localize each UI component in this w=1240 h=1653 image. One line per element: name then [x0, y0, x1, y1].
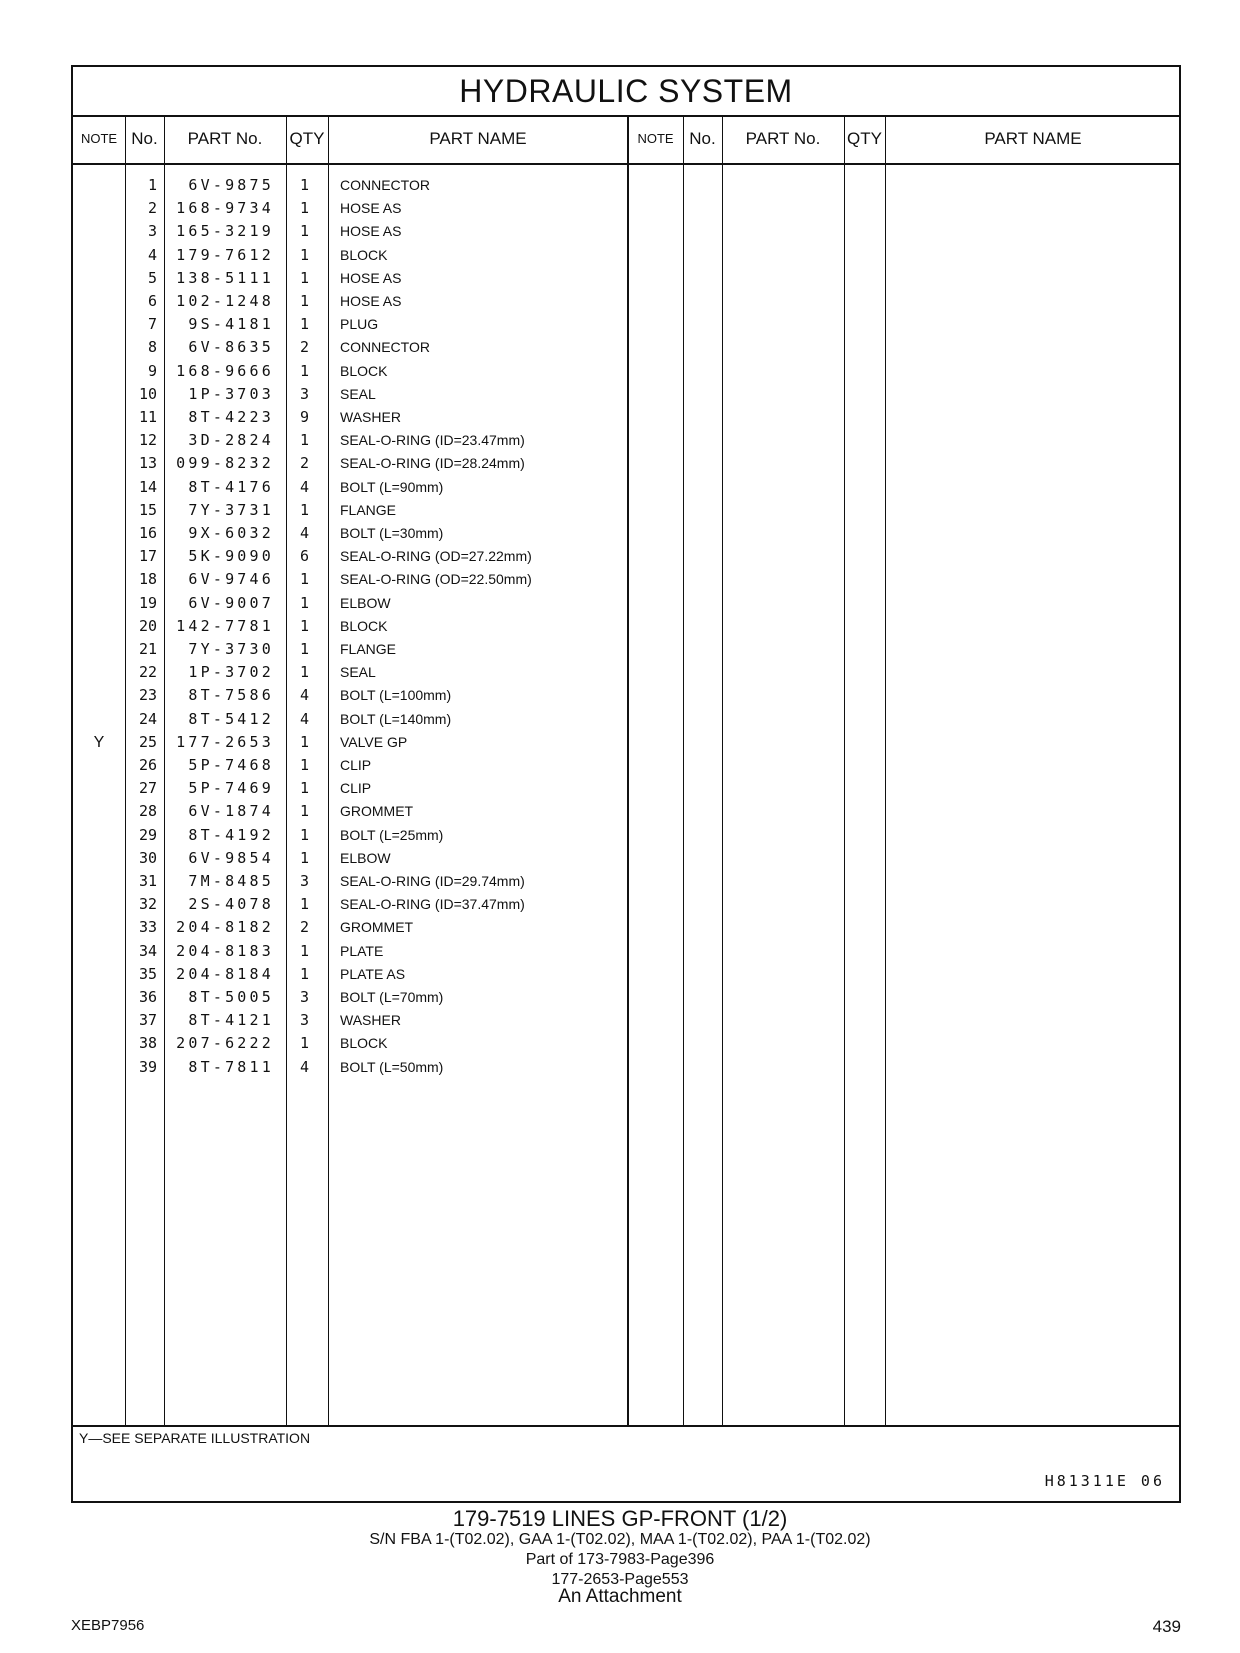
row-part-name: BOLT (L=25mm): [340, 826, 444, 843]
row-quantity: 4: [299, 709, 309, 728]
row-part-name: WASHER: [340, 409, 401, 425]
drawing-code: H81311E 06: [1044, 1472, 1165, 1490]
row-part-name: ELBOW: [340, 849, 391, 866]
row-item-number: 11: [138, 408, 157, 426]
table-row: [73, 870, 628, 893]
parts-table-frame: [71, 65, 1181, 1503]
row-part-number: 168-9666: [176, 361, 274, 380]
table-row: [73, 824, 628, 847]
row-quantity: 3: [299, 1011, 309, 1030]
table-row: [73, 499, 628, 522]
row-part-number: 8T-4121: [188, 1011, 274, 1030]
table-row: [73, 545, 628, 568]
row-quantity: 1: [299, 895, 309, 914]
row-part-name: VALVE GP: [340, 733, 408, 750]
row-item-number: 27: [138, 779, 157, 798]
row-part-number: 204-8183: [176, 941, 274, 960]
row-part-number: 207-6222: [176, 1034, 274, 1053]
table-row: [73, 684, 628, 707]
row-item-number: 15: [138, 500, 157, 519]
row-item-number: 24: [138, 709, 157, 728]
row-part-name: BOLT (L=70mm): [340, 989, 444, 1005]
table-row: [73, 615, 628, 638]
table-row: [73, 940, 628, 963]
row-quantity: 2: [299, 454, 309, 473]
row-part-number: 3D-2824: [188, 431, 274, 450]
row-part-name: WASHER: [340, 1012, 401, 1029]
row-part-number: 204-8182: [176, 918, 274, 937]
table-row: [73, 522, 628, 545]
row-part-name: SEAL-O-RING (ID=23.47mm): [340, 432, 525, 449]
row-note: Y: [93, 733, 105, 751]
caption-main: 179-7519 LINES GP-FRONT (1/2): [452, 1506, 788, 1531]
row-item-number: 38: [138, 1034, 157, 1053]
row-item-number: 39: [138, 1057, 157, 1076]
row-part-name: HOSE AS: [340, 269, 402, 286]
row-item-number: 23: [138, 686, 157, 705]
row-part-name: PLATE AS: [340, 965, 406, 982]
table-row: [73, 916, 628, 939]
table-row: [73, 383, 628, 406]
table-row: [73, 893, 628, 916]
table-row: [73, 313, 628, 336]
row-quantity: 1: [299, 570, 309, 589]
row-quantity: 1: [299, 361, 309, 380]
table-row: [73, 197, 628, 220]
table-header: [73, 115, 1179, 165]
row-quantity: 1: [299, 431, 309, 450]
header-no-left: No.: [131, 129, 158, 148]
row-quantity: 1: [299, 802, 309, 821]
header-partname-left: PART NAME: [429, 129, 527, 148]
row-item-number: 7: [147, 315, 157, 334]
row-quantity: 1: [299, 500, 309, 519]
row-part-name: SEAL-O-RING (ID=29.74mm): [340, 873, 525, 889]
row-item-number: 2: [147, 199, 157, 218]
column-divider: [844, 115, 845, 1425]
row-part-number: 8T-4223: [188, 408, 274, 426]
row-part-number: 6V-9854: [188, 848, 274, 867]
row-item-number: 34: [138, 941, 157, 960]
row-part-name: CONNECTOR: [340, 339, 430, 356]
column-divider: [885, 115, 886, 1425]
row-item-number: 5: [147, 268, 157, 287]
table-row: [73, 244, 628, 267]
header-no-right: No.: [689, 129, 716, 148]
row-item-number: 19: [138, 593, 157, 612]
table-row: [73, 476, 628, 499]
row-quantity: 1: [299, 292, 309, 310]
table-row: [73, 708, 628, 731]
row-part-name: SEAL: [340, 664, 376, 681]
row-part-number: 9X-6032: [188, 524, 274, 542]
row-part-number: 142-7781: [176, 616, 274, 635]
table-row: [73, 800, 628, 823]
table-row: [73, 290, 628, 313]
row-quantity: 1: [299, 222, 309, 241]
row-quantity: 1: [299, 848, 309, 867]
row-part-name: PLUG: [340, 316, 379, 333]
row-part-number: 6V-9007: [188, 593, 274, 612]
row-part-name: CLIP: [340, 757, 372, 773]
row-part-name: BOLT (L=90mm): [340, 478, 444, 495]
row-quantity: 4: [299, 686, 309, 705]
row-item-number: 21: [138, 640, 157, 658]
row-part-name: FLANGE: [340, 641, 397, 657]
row-part-number: 5P-7468: [188, 756, 274, 774]
row-part-name: FLANGE: [340, 501, 397, 518]
table-row: [73, 963, 628, 986]
row-part-number: 9S-4181: [188, 315, 274, 334]
row-part-number: 8T-7586: [188, 686, 274, 705]
table-row: [73, 429, 628, 452]
row-part-number: 7Y-3731: [188, 500, 274, 519]
row-quantity: 2: [299, 918, 309, 937]
row-item-number: 9: [147, 361, 157, 380]
table-row: [73, 568, 628, 591]
row-part-number: 177-2653: [176, 732, 274, 751]
caption-part-of: Part of 173-7983-Page396: [525, 1551, 715, 1568]
row-part-number: 8T-4192: [188, 825, 274, 844]
row-quantity: 1: [299, 315, 309, 334]
row-part-number: 6V-1874: [188, 802, 274, 821]
row-item-number: 3: [147, 222, 157, 241]
row-part-name: CONNECTOR: [340, 177, 430, 193]
table-row: [73, 638, 628, 661]
row-quantity: 1: [299, 941, 309, 960]
row-item-number: 31: [138, 872, 157, 890]
table-row: [73, 267, 628, 290]
row-part-name: SEAL-O-RING (ID=37.47mm): [340, 896, 525, 913]
row-quantity: 1: [299, 199, 309, 218]
row-part-name: GROMMET: [340, 919, 414, 936]
row-quantity: 1: [299, 616, 309, 635]
row-part-name: SEAL-O-RING (OD=22.50mm): [340, 571, 532, 588]
row-quantity: 4: [299, 524, 309, 542]
row-quantity: 1: [299, 268, 309, 287]
row-part-number: 1P-3703: [188, 384, 274, 403]
row-part-name: HOSE AS: [340, 293, 402, 309]
footnote: Y—SEE SEPARATE ILLUSTRATION: [79, 1430, 311, 1446]
table-row: [73, 986, 628, 1009]
row-quantity: 1: [299, 593, 309, 612]
row-item-number: 17: [138, 547, 157, 566]
table-row: [73, 731, 628, 754]
row-item-number: 18: [138, 570, 157, 589]
row-part-number: 8T-7811: [188, 1057, 274, 1076]
row-item-number: 22: [138, 663, 157, 682]
row-part-name: SEAL: [340, 385, 376, 402]
row-part-name: ELBOW: [340, 594, 391, 611]
row-part-number: 099-8232: [176, 454, 274, 473]
table-row: [73, 661, 628, 684]
table-row: [73, 406, 628, 429]
table-row: [73, 1056, 628, 1079]
table-row: [73, 777, 628, 800]
row-quantity: 1: [299, 779, 309, 798]
row-item-number: 25: [138, 732, 157, 751]
row-item-number: 20: [138, 616, 157, 635]
row-part-number: 5P-7469: [188, 779, 274, 798]
table-row: [73, 754, 628, 777]
header-partno-left: PART No.: [187, 129, 263, 148]
row-quantity: 1: [299, 640, 309, 658]
table-row: [73, 847, 628, 870]
row-item-number: 16: [138, 524, 157, 542]
row-part-name: SEAL-O-RING (OD=27.22mm): [340, 548, 532, 565]
table-row: [73, 174, 628, 197]
row-part-name: BLOCK: [340, 362, 388, 379]
document-id: XEBP7956: [71, 1617, 145, 1634]
row-part-number: 8T-4176: [188, 477, 274, 496]
row-part-number: 179-7612: [176, 245, 274, 264]
row-item-number: 12: [138, 431, 157, 450]
footnote-divider: [73, 1425, 1179, 1427]
caption-ref: 177-2653-Page553: [551, 1571, 689, 1588]
row-item-number: 1: [147, 176, 157, 194]
page-number: 439: [1152, 1617, 1181, 1636]
row-item-number: 8: [147, 338, 157, 357]
row-part-number: 6V-8635: [188, 338, 274, 357]
row-quantity: 1: [299, 1034, 309, 1053]
row-part-name: BOLT (L=140mm): [340, 710, 452, 727]
row-quantity: 1: [299, 245, 309, 264]
row-part-name: HOSE AS: [340, 200, 402, 217]
row-item-number: 4: [147, 245, 157, 264]
row-quantity: 3: [299, 384, 309, 403]
row-part-name: BOLT (L=30mm): [340, 525, 444, 541]
header-partno-right: PART No.: [745, 129, 821, 148]
row-part-name: CLIP: [340, 780, 372, 797]
row-part-name: BLOCK: [340, 617, 388, 634]
row-item-number: 14: [138, 477, 157, 496]
header-note-right: NOTE: [637, 131, 674, 146]
column-divider: [722, 115, 723, 1425]
row-part-number: 168-9734: [176, 199, 274, 218]
row-part-number: 8T-5412: [188, 709, 274, 728]
row-part-number: 8T-5005: [188, 988, 274, 1006]
row-part-number: 102-1248: [176, 292, 274, 310]
row-part-name: GROMMET: [340, 803, 414, 820]
row-item-number: 6: [147, 292, 157, 310]
page-title: HYDRAULIC SYSTEM: [73, 67, 1179, 117]
row-quantity: 2: [299, 338, 309, 357]
column-divider: [683, 115, 684, 1425]
row-item-number: 13: [138, 454, 157, 473]
table-row: [73, 452, 628, 475]
row-part-name: HOSE AS: [340, 223, 402, 240]
row-quantity: 4: [299, 1057, 309, 1076]
row-quantity: 6: [299, 547, 309, 566]
row-quantity: 4: [299, 477, 309, 496]
header-qty-left: QTY: [289, 129, 325, 148]
row-item-number: 32: [138, 895, 157, 914]
row-item-number: 33: [138, 918, 157, 937]
caption-attachment: An Attachment: [558, 1586, 682, 1607]
row-quantity: 1: [299, 732, 309, 751]
row-part-number: 165-3219: [176, 222, 274, 241]
row-part-number: 204-8184: [176, 964, 274, 983]
row-part-number: 6V-9875: [188, 176, 274, 194]
table-row: [73, 1009, 628, 1032]
row-quantity: 1: [299, 964, 309, 983]
row-part-number: 7M-8485: [188, 872, 274, 890]
header-note-left: NOTE: [80, 131, 118, 146]
row-quantity: 1: [299, 176, 309, 194]
row-part-number: 2S-4078: [188, 895, 274, 914]
row-part-name: BLOCK: [340, 1035, 388, 1052]
row-part-number: 1P-3702: [188, 663, 274, 682]
row-part-name: PLATE: [340, 942, 384, 959]
row-part-name: SEAL-O-RING (ID=28.24mm): [340, 455, 525, 472]
row-item-number: 35: [138, 964, 157, 983]
table-row: [73, 592, 628, 615]
row-quantity: 1: [299, 663, 309, 682]
row-quantity: 1: [299, 756, 309, 774]
caption-serial: S/N FBA 1-(T02.02), GAA 1-(T02.02), MAA 1-(T02.02), PAA 1-(T02.02): [369, 1531, 871, 1548]
row-part-name: BOLT (L=50mm): [340, 1058, 444, 1075]
table-row: [73, 336, 628, 359]
row-item-number: 26: [138, 756, 157, 774]
row-quantity: 3: [299, 988, 309, 1006]
header-partname-right: PART NAME: [984, 129, 1082, 148]
row-item-number: 30: [138, 848, 157, 867]
table-row: [73, 1032, 628, 1055]
row-item-number: 10: [138, 384, 157, 403]
row-part-number: 138-5111: [176, 268, 274, 287]
row-part-name: BLOCK: [340, 246, 388, 263]
table-row: [73, 360, 628, 383]
row-part-number: 7Y-3730: [188, 640, 274, 658]
table-row: [73, 220, 628, 243]
header-qty-right: QTY: [847, 129, 882, 148]
row-item-number: 36: [138, 988, 157, 1006]
row-item-number: 37: [138, 1011, 157, 1030]
row-item-number: 28: [138, 802, 157, 821]
row-part-name: BOLT (L=100mm): [340, 687, 452, 704]
row-item-number: 29: [138, 825, 157, 844]
row-part-number: 6V-9746: [188, 570, 274, 589]
row-quantity: 1: [299, 825, 309, 844]
row-quantity: 9: [299, 408, 309, 426]
row-part-number: 5K-9090: [188, 547, 274, 566]
row-quantity: 3: [299, 872, 309, 890]
